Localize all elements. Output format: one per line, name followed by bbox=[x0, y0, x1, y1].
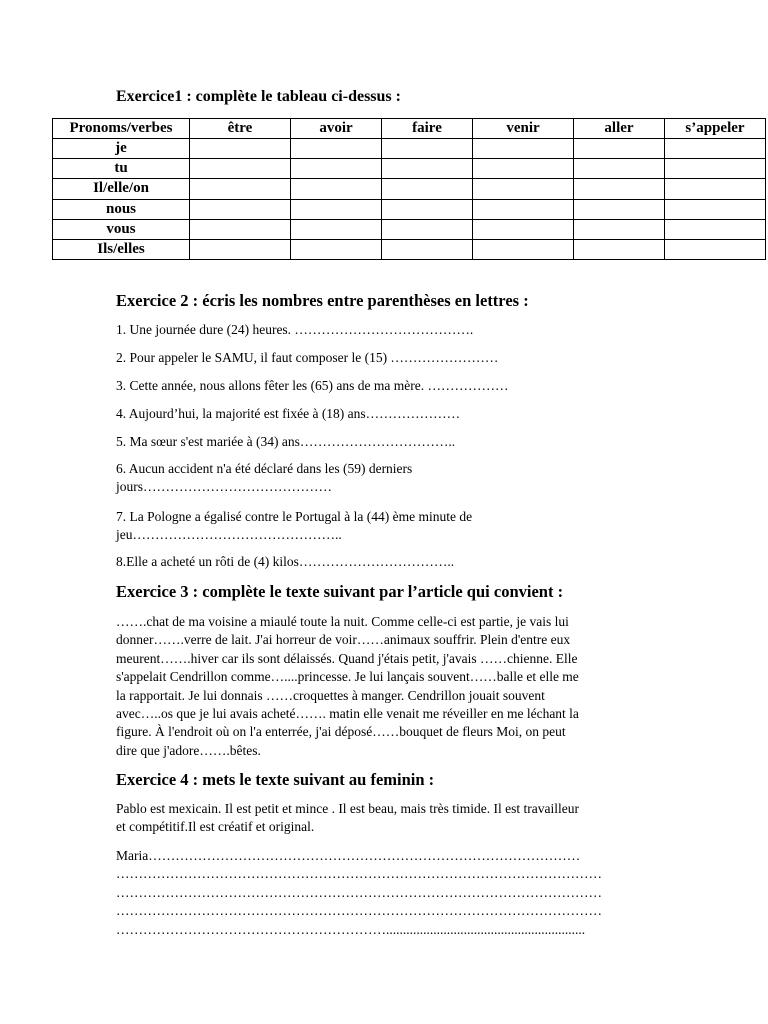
answer-cell[interactable] bbox=[665, 159, 766, 179]
answer-line[interactable]: Maria…………………………………………………………………………………… bbox=[116, 848, 581, 863]
pronoun-cell: Ils/elles bbox=[53, 239, 190, 259]
table-header: venir bbox=[473, 119, 574, 139]
table-header: avoir bbox=[291, 119, 382, 139]
exercise-2-item: 8.Elle a acheté un rôti de (4) kilos…………………………….. bbox=[116, 554, 455, 569]
answer-cell[interactable] bbox=[291, 139, 382, 159]
table-row bbox=[53, 219, 766, 239]
answer-line[interactable]: ……………………………………………………………………………………………… bbox=[116, 866, 602, 882]
answer-cell[interactable] bbox=[574, 179, 665, 199]
table-row bbox=[53, 239, 766, 259]
answer-cell[interactable] bbox=[473, 199, 574, 219]
exercise-2-item: 6. Aucun accident n'a été déclaré dans les (59) derniers jours…………………………………… bbox=[116, 461, 413, 494]
exercise-2-item: 5. Ma sœur s'est mariée à (34) ans…………………………….. bbox=[116, 434, 456, 449]
answer-cell[interactable] bbox=[473, 159, 574, 179]
text-line: et compétitif.Il est créatif et original. bbox=[116, 819, 315, 835]
answer-line[interactable]: ……………………………………………………........................................................... bbox=[116, 921, 586, 937]
answer-cell[interactable] bbox=[190, 219, 291, 239]
answer-cell[interactable] bbox=[665, 139, 766, 159]
table-header: s’appeler bbox=[665, 119, 766, 139]
pronoun-cell: vous bbox=[53, 219, 190, 239]
answer-line[interactable]: ……………………………………………………………………………………………… bbox=[116, 884, 602, 900]
exercise-2-item: 1. Une journée dure (24) heures. …………………………………. bbox=[116, 322, 474, 337]
exercise-2-item: 2. Pour appeler le SAMU, il faut composer le (15) …………………… bbox=[116, 350, 499, 365]
answer-cell[interactable] bbox=[574, 219, 665, 239]
answer-cell[interactable] bbox=[473, 219, 574, 239]
answer-cell[interactable] bbox=[382, 179, 473, 199]
exercise-4-source-text bbox=[116, 800, 658, 837]
exercise-3-text bbox=[116, 613, 658, 760]
pronoun-cell: tu bbox=[53, 159, 190, 179]
answer-cell[interactable] bbox=[382, 139, 473, 159]
answer-cell[interactable] bbox=[291, 159, 382, 179]
text-line: …….chat de ma voisine a miaulé toute la nuit. Comme celle-ci est partie, je vais lui bbox=[116, 614, 569, 629]
table-header: Pronoms/verbes bbox=[53, 119, 190, 139]
table-row bbox=[53, 159, 766, 179]
answer-cell[interactable] bbox=[574, 199, 665, 219]
answer-cell[interactable] bbox=[291, 239, 382, 259]
exercise-1-title: Exercice1 : complète le tableau ci-dessus : bbox=[116, 88, 401, 105]
table-row bbox=[53, 139, 766, 159]
table-header: être bbox=[190, 119, 291, 139]
answer-cell[interactable] bbox=[291, 179, 382, 199]
answer-cell[interactable] bbox=[382, 199, 473, 219]
answer-cell[interactable] bbox=[574, 139, 665, 159]
text-line: s'appelait Cendrillon comme…....princesse. Je lui lançais souvent……balle et elle me bbox=[116, 669, 579, 685]
answer-cell[interactable] bbox=[665, 179, 766, 199]
exercise-2-item: 7. La Pologne a égalisé contre le Portugal à la (44) ème minute de jeu……………………………………….. bbox=[116, 509, 473, 542]
text-line: meurent…….hiver car ils sont délaissés. Quand j'étais petit, j'avais ……chienne. Elle bbox=[116, 650, 578, 666]
exercise-3-title: Exercice 3 : complète le texte suivant par l’article qui convient : bbox=[116, 582, 564, 601]
answer-cell[interactable] bbox=[473, 239, 574, 259]
text-line: figure. À l'endroit où on l'a enterrée, j'ai déposé……bouquet de fleurs Moi, on peut bbox=[116, 724, 566, 740]
answer-cell[interactable] bbox=[382, 219, 473, 239]
answer-cell[interactable] bbox=[382, 239, 473, 259]
table-header-row bbox=[53, 119, 766, 139]
pronoun-cell: Il/elle/on bbox=[53, 179, 190, 199]
answer-cell[interactable] bbox=[382, 159, 473, 179]
answer-cell[interactable] bbox=[190, 159, 291, 179]
answer-cell[interactable] bbox=[473, 139, 574, 159]
exercise-2-item: 4. Aujourd’hui, la majorité est fixée à (18) ans………………… bbox=[116, 406, 461, 421]
text-line: dire que j'adore…….bêtes. bbox=[116, 742, 261, 758]
table-row bbox=[53, 179, 766, 199]
answer-cell[interactable] bbox=[291, 199, 382, 219]
answer-cell[interactable] bbox=[190, 139, 291, 159]
answer-cell[interactable] bbox=[574, 239, 665, 259]
table-header: aller bbox=[574, 119, 665, 139]
pronoun-cell: je bbox=[53, 139, 190, 159]
answer-cell[interactable] bbox=[190, 199, 291, 219]
answer-cell[interactable] bbox=[574, 159, 665, 179]
answer-cell[interactable] bbox=[665, 219, 766, 239]
answer-cell[interactable] bbox=[665, 199, 766, 219]
text-line: la rapportait. Je lui donnais ……croquettes à manger. Cendrillon jouait souvent bbox=[116, 687, 545, 703]
answer-cell[interactable] bbox=[665, 239, 766, 259]
exercise-2-item: 3. Cette année, nous allons fêter les (65) ans de ma mère. ……………… bbox=[116, 378, 509, 393]
answer-cell[interactable] bbox=[190, 179, 291, 199]
table-header: faire bbox=[382, 119, 473, 139]
exercise-2-title: Exercice 2 : écris les nombres entre parenthèses en lettres : bbox=[116, 291, 529, 310]
exercise-4-title: Exercice 4 : mets le texte suivant au feminin : bbox=[116, 770, 435, 789]
answer-line[interactable]: ……………………………………………………………………………………………… bbox=[116, 903, 602, 919]
answer-cell[interactable] bbox=[190, 239, 291, 259]
conjugation-table bbox=[52, 118, 766, 260]
text-line: donner…….verre de lait. J'ai horreur de voir……animaux souffrir. Plein d'entre eux bbox=[116, 632, 571, 648]
answer-cell[interactable] bbox=[473, 179, 574, 199]
text-line: Pablo est mexicain. Il est petit et mince . Il est beau, mais très timide. Il est travailleur bbox=[116, 801, 579, 816]
pronoun-cell: nous bbox=[53, 199, 190, 219]
text-line: avec…..os que je lui avais acheté……. matin elle venait me réveiller en me léchant la bbox=[116, 706, 579, 722]
table-row bbox=[53, 199, 766, 219]
exercise-4-answer-area[interactable] bbox=[116, 847, 658, 939]
answer-cell[interactable] bbox=[291, 219, 382, 239]
